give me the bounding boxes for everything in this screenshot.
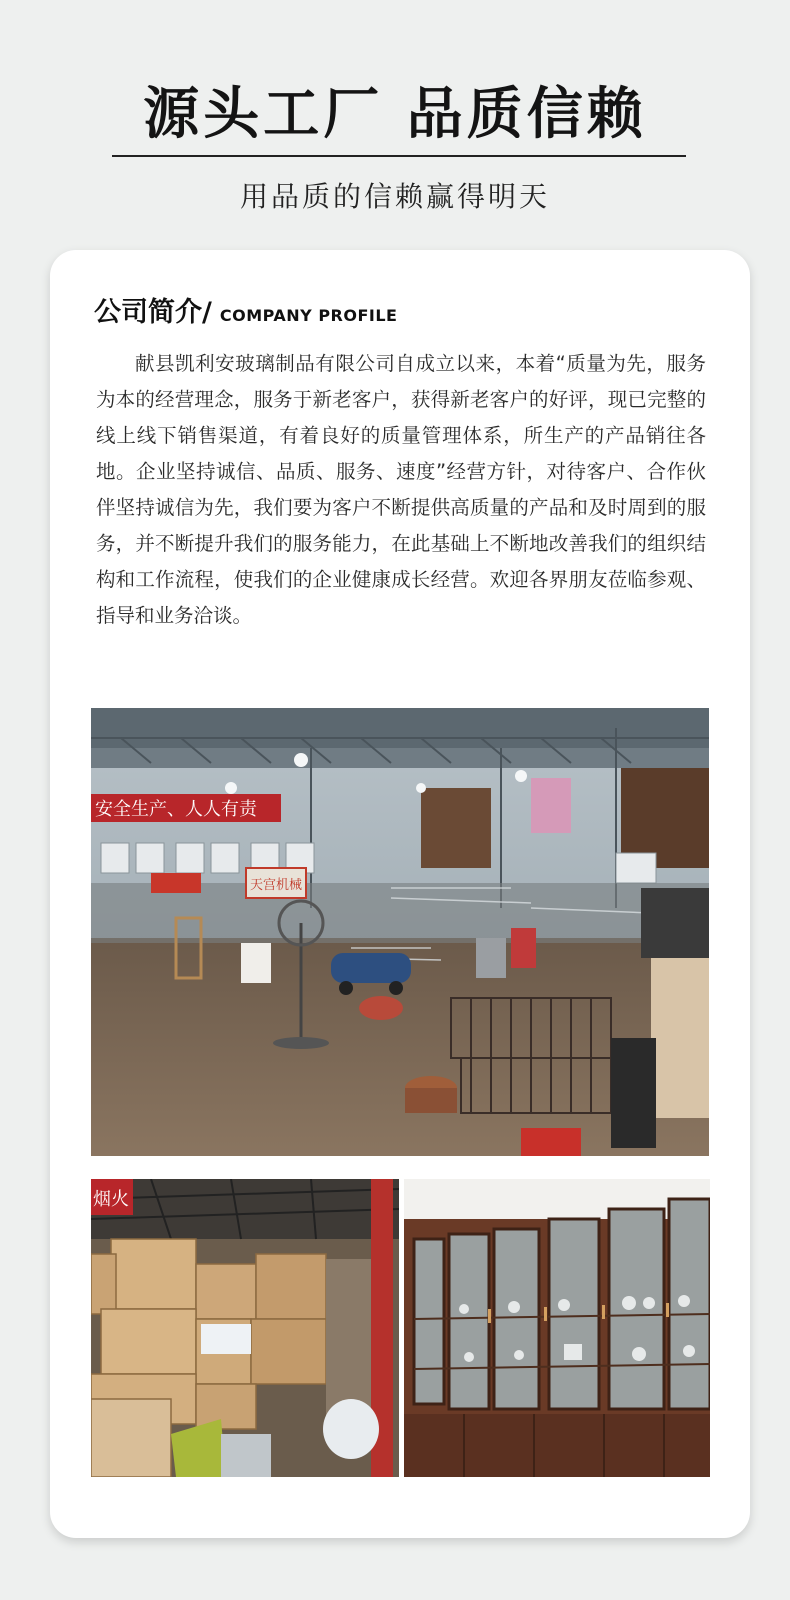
section-title — [94, 290, 397, 329]
factory-photo — [91, 708, 709, 1156]
section-title-en: COMPANY PROFILE — [219, 306, 398, 325]
factory-sign-text: 天宫机械 — [250, 878, 303, 893]
hero-title: 源头工厂 品质信赖 — [143, 82, 647, 147]
company-intro: 献县凯利安玻璃制品有限公司自成立以来，本着“质量为先，服务为本的经营理念，服务于新老客户，获得新老客户的好评，现已完整的线上线下销售渠道，有着良好的质量管理体系，所生产的产品销往各地。企业坚持诚信、品质、服务、速度”经营方针，对待客户、合作伙伴坚持诚信为先，我们要为客户不断提供高质量的产品和及时周到的服务，并不断提升我们的服务能力，在此基础上不断地改善我们的组织结构和工作流程，使我们的企业健康成长经营。欢迎各界朋友莅临参观、指导和业务洽谈。 — [96, 352, 706, 627]
section-title-zh: 公司简介/ — [94, 297, 212, 328]
boxes-banner-text: 烟火 — [93, 1189, 129, 1210]
warehouse-photo — [91, 1179, 399, 1477]
hero-subtitle: 用品质的信赖赢得明天 — [239, 180, 550, 213]
profile-card — [50, 250, 750, 1538]
hero-divider — [112, 155, 686, 157]
factory-banner-text: 安全生产、人人有责 — [95, 799, 257, 820]
cabinet-photo — [404, 1179, 710, 1477]
